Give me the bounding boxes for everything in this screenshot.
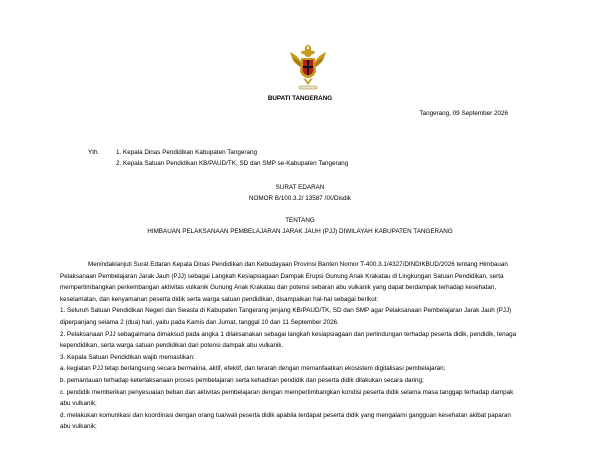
garuda-emblem-icon bbox=[288, 42, 328, 92]
letter-body bbox=[60, 259, 518, 433]
numbered-point: 2. Pelaksanaan PJJ sebagaimana dimaksud pada angka 1 dilaksanakan sebagai langkah kesiapsiagaan dan perlindungan terhadap peserta didik, pendidik, tenaga kependidikan, serta warga satuan pendidikan dari potensi dampak abu vulkanik. bbox=[60, 330, 517, 350]
lettered-subpoint: a. kegiatan PJJ tetap berlangsung secara bermakna, aktif, efektif, dan terarah dengan memanfaatkan ekosistem digitalisasi pembelajaran; bbox=[60, 365, 446, 373]
intro-paragraph: Menindaklanjuti Surat Edaran Kepala Dinas Pendidikan dan Kebudayaan Provinsi Banten Nomor T-400.3.1/4327/DINDIKBUD/2026 tentang Himbauan Pelaksanaan Pembelajaran Jarak Jauh (PJJ) sebagai Langkah Kesiapsiagaan Dampak Erupsi Gunung Anak Krakatau di Lingkungan Satuan Pendidikan, serta mempertimbangkan perkembangan aktivitas vulkanik Gunung Anak Krakatau dan potensi sebaran abu vulkanik yang dapat berdampak terhadap kesehatan, keselamatan, dan kenyamanan peserta didik serta warga satuan pendidikan, disampaikan hal-hal sebagai berikut: bbox=[60, 261, 508, 303]
addressee-item: 1. Kepala Dinas Pendidikan Kabupaten Tangerang bbox=[116, 149, 257, 156]
letter-type: SURAT EDARAN bbox=[275, 184, 325, 191]
date-line: Tangerang, 09 September 2026 bbox=[419, 110, 508, 117]
letter-number: NOMOR B/100.3.2/ 13587 /IX/Disdik bbox=[248, 195, 352, 202]
numbered-point: 1. Seluruh Satuan Pendidikan Negeri dan Swasta di Kabupaten Tangerang jenjang KB/PAUD/TK, SD dan SMP agar Pelaksanaan Pembelajaran Jarak Jauh (PJJ) diperpanjang selama 2 (dua) hari, yaitu pada Kamis dan Jumat, tanggal 10 dan 11 September 2026. bbox=[60, 307, 512, 326]
lettered-subpoint: d. melakukan komunikasi dan koordinasi dengan orang tua/wali peserta didik apabila terdapat peserta didik yang mengalami gangguan kesehatan akibat paparan abu vulkanik; bbox=[60, 411, 511, 431]
lettered-subpoint: c. pendidik memberikan penyesuaian beban dan aktivitas pembelajaran dengan mempertimbangkan kondisi peserta didik selama masa tanggap terhadap dampak abu vulkanik; bbox=[60, 388, 514, 408]
subject-text: HIMBAUAN PELAKSANAAN PEMBELAJARAN JARAK JAUH (PJJ) DIWILAYAH KABUPATEN TANGERANG bbox=[147, 228, 453, 235]
subject-label: TENTANG bbox=[285, 217, 315, 224]
addressee-label: Yth. bbox=[88, 149, 100, 156]
lettered-subpoint: b. pemantauan terhadap keterlaksanaan proses pembelajaran serta kehadiran pendidik dan peserta didik dilakukan secara daring; bbox=[60, 376, 424, 384]
addressee-item: 2. Kepala Satuan Pendidikan KB/PAUD/TK, SD dan SMP se-Kabupaten Tangerang bbox=[116, 160, 349, 167]
numbered-point: 3. Kepala Satuan Pendidikan wajib memastikan: bbox=[60, 353, 195, 361]
letterhead-title: BUPATI TANGERANG bbox=[267, 95, 333, 102]
